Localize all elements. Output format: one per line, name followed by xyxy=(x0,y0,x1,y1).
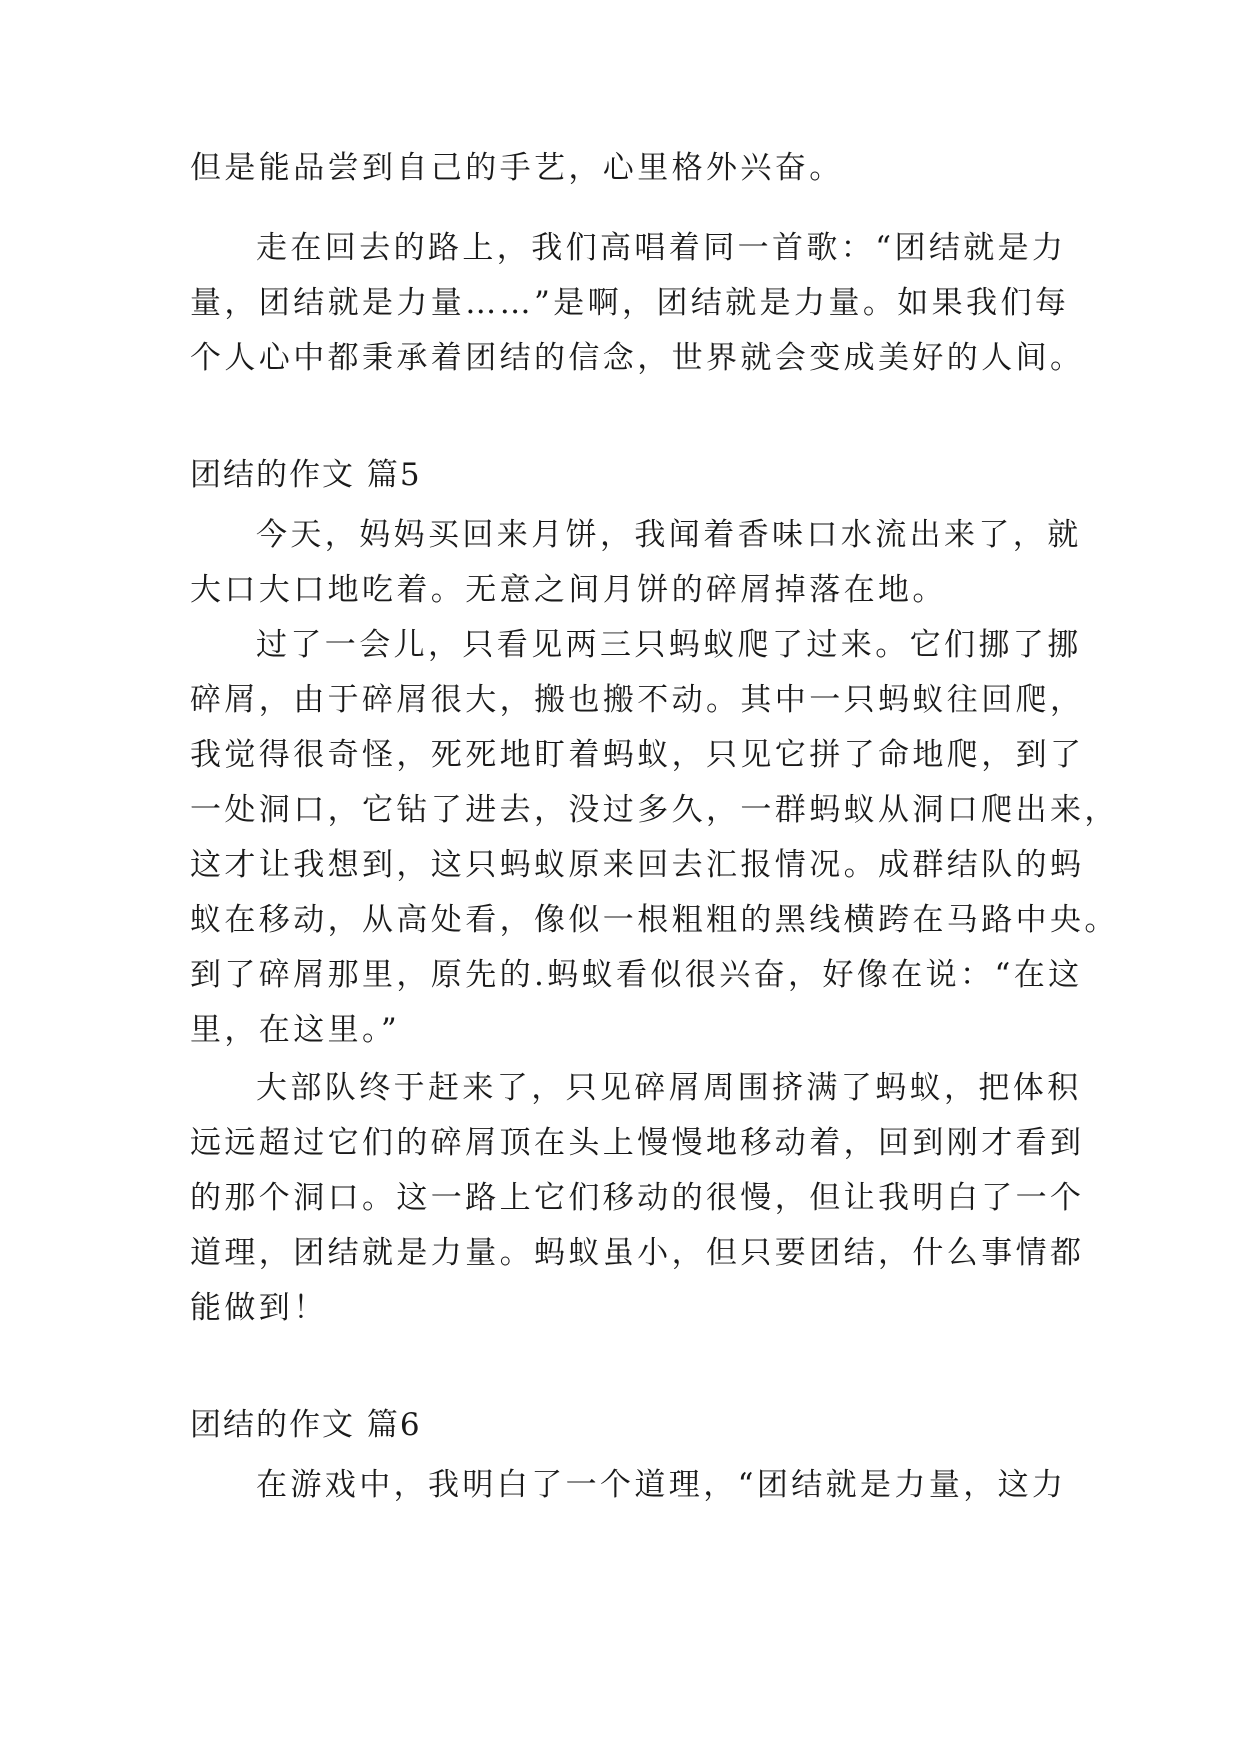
paragraph-line: 过了一会儿，只看见两三只蚂蚁爬了过来。它们挪了挪 xyxy=(256,627,1082,663)
paragraph-line: 在游戏中，我明白了一个道理，“团结就是力量，这力 xyxy=(256,1467,1067,1503)
paragraph-line: 但是能品尝到自己的手艺，心里格外兴奋。 xyxy=(190,150,844,186)
paragraph-line: 能做到！ xyxy=(190,1290,328,1326)
paragraph-line: 碎屑，由于碎屑很大，搬也搬不动。其中一只蚂蚁往回爬， xyxy=(190,682,1085,718)
paragraph-line: 量，团结就是力量……”是啊，团结就是力量。如果我们每 xyxy=(190,285,1070,321)
paragraph-line: 走在回去的路上，我们高唱着同一首歌：“团结就是力 xyxy=(256,230,1067,266)
paragraph-line: 这才让我想到，这只蚂蚁原来回去汇报情况。成群结队的蚂 xyxy=(190,847,1085,883)
paragraph-line: 大部队终于赶来了，只见碎屑周围挤满了蚂蚁，把体积 xyxy=(256,1070,1082,1106)
paragraph-line: 里，在这里。” xyxy=(190,1012,401,1048)
paragraph-line: 到了碎屑那里，原先的.蚂蚁看似很兴奋，好像在说：“在这 xyxy=(190,957,1083,993)
paragraph-line: 今天，妈妈买回来月饼，我闻着香味口水流出来了，就 xyxy=(256,517,1082,553)
paragraph-line: 我觉得很奇怪，死死地盯着蚂蚁，只见它拼了命地爬，到了 xyxy=(190,737,1085,773)
paragraph-line: 一处洞口，它钻了进去，没过多久，一群蚂蚁从洞口爬出来， xyxy=(190,792,1119,828)
paragraph-line: 蚁在移动，从高处看，像似一根粗粗的黑线横跨在马路中央。 xyxy=(190,902,1119,938)
section-heading: 团结的作文 篇5 xyxy=(190,457,422,493)
paragraph-line: 大口大口地吃着。无意之间月饼的碎屑掉落在地。 xyxy=(190,572,947,608)
paragraph-line: 道理，团结就是力量。蚂蚁虽小，但只要团结，什么事情都 xyxy=(190,1235,1085,1271)
paragraph-line: 远远超过它们的碎屑顶在头上慢慢地移动着，回到刚才看到 xyxy=(190,1125,1085,1161)
paragraph-line: 的那个洞口。这一路上它们移动的很慢，但让我明白了一个 xyxy=(190,1180,1085,1216)
paragraph-line: 个人心中都秉承着团结的信念，世界就会变成美好的人间。 xyxy=(190,340,1085,376)
section-heading: 团结的作文 篇6 xyxy=(190,1407,422,1443)
